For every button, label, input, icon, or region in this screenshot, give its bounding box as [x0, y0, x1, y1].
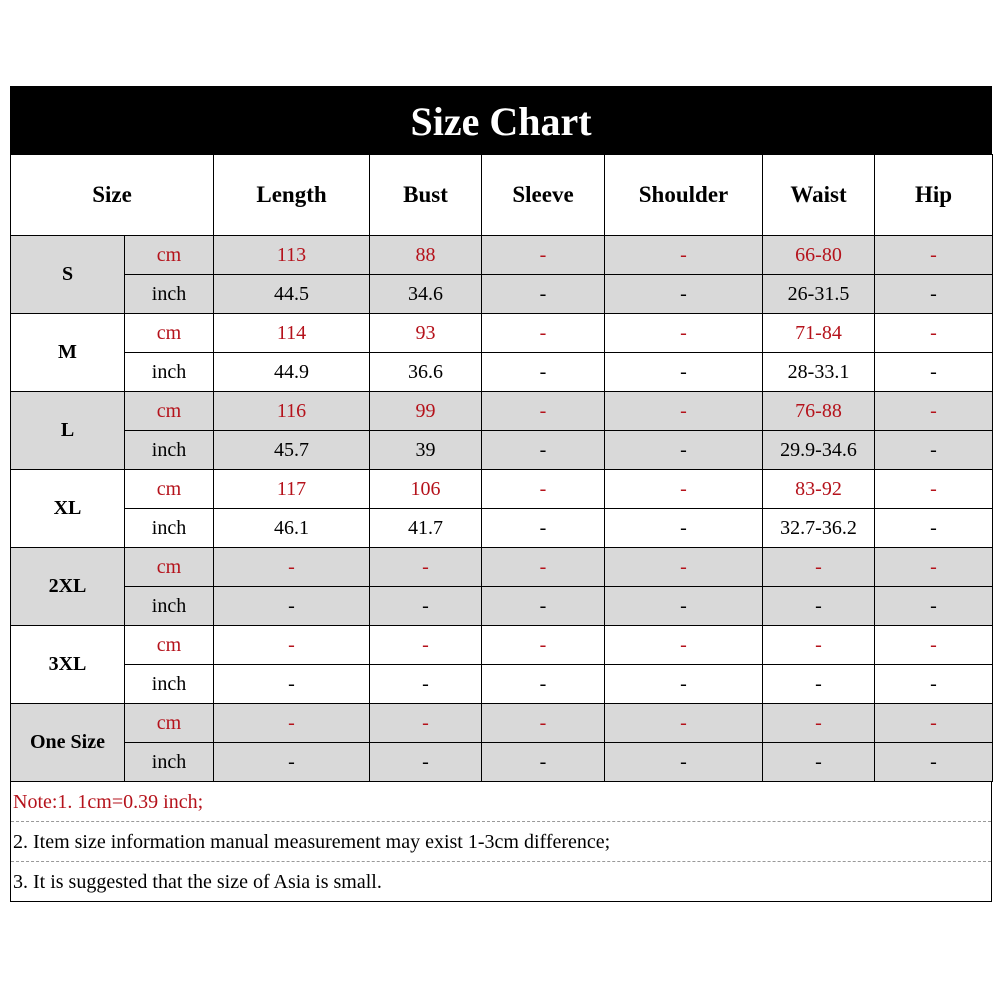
shoulder-value: -: [605, 509, 763, 548]
header-waist: Waist: [763, 155, 875, 236]
note-line: 3. It is suggested that the size of Asia is small.: [13, 871, 382, 893]
waist-value: 71-84: [763, 314, 875, 353]
waist-value: -: [763, 743, 875, 782]
bust-value: 88: [370, 236, 482, 275]
unit-label: inch: [125, 431, 214, 470]
unit-label: cm: [125, 314, 214, 353]
size-label: L: [11, 392, 125, 470]
header-bust: Bust: [370, 155, 482, 236]
bust-value: -: [370, 743, 482, 782]
length-value: 44.9: [214, 353, 370, 392]
size-label: M: [11, 314, 125, 392]
header-shoulder: Shoulder: [605, 155, 763, 236]
table-row: [11, 743, 993, 782]
size-label: 2XL: [11, 548, 125, 626]
bust-value: 99: [370, 392, 482, 431]
waist-value: -: [763, 665, 875, 704]
sleeve-value: -: [482, 665, 605, 704]
shoulder-value: -: [605, 275, 763, 314]
hip-value: -: [875, 743, 993, 782]
hip-value: -: [875, 470, 993, 509]
unit-label: inch: [125, 743, 214, 782]
hip-value: -: [875, 236, 993, 275]
waist-value: -: [763, 704, 875, 743]
hip-value: -: [875, 587, 993, 626]
length-value: 46.1: [214, 509, 370, 548]
length-value: -: [214, 626, 370, 665]
hip-value: -: [875, 665, 993, 704]
hip-value: -: [875, 275, 993, 314]
shoulder-value: -: [605, 587, 763, 626]
unit-label: inch: [125, 353, 214, 392]
table-row: [11, 392, 993, 431]
bust-value: 93: [370, 314, 482, 353]
length-value: 44.5: [214, 275, 370, 314]
unit-label: cm: [125, 392, 214, 431]
size-label: One Size: [11, 704, 125, 782]
waist-value: 83-92: [763, 470, 875, 509]
length-value: 114: [214, 314, 370, 353]
header-hip: Hip: [875, 155, 993, 236]
shoulder-value: -: [605, 743, 763, 782]
hip-value: -: [875, 431, 993, 470]
sleeve-value: -: [482, 704, 605, 743]
table-row: [11, 353, 993, 392]
bust-value: 39: [370, 431, 482, 470]
header-sleeve: Sleeve: [482, 155, 605, 236]
table-row: [11, 548, 993, 587]
hip-value: -: [875, 392, 993, 431]
sleeve-value: -: [482, 470, 605, 509]
length-value: -: [214, 704, 370, 743]
length-value: -: [214, 665, 370, 704]
waist-value: -: [763, 626, 875, 665]
sleeve-value: -: [482, 743, 605, 782]
shoulder-value: -: [605, 431, 763, 470]
table-row: [11, 587, 993, 626]
bust-value: 41.7: [370, 509, 482, 548]
header-row: [11, 155, 993, 236]
shoulder-value: -: [605, 353, 763, 392]
table-row: [11, 665, 993, 704]
length-value: -: [214, 743, 370, 782]
unit-label: inch: [125, 275, 214, 314]
shoulder-value: -: [605, 626, 763, 665]
shoulder-value: -: [605, 314, 763, 353]
bust-value: -: [370, 704, 482, 743]
waist-value: 76-88: [763, 392, 875, 431]
waist-value: 26-31.5: [763, 275, 875, 314]
sleeve-value: -: [482, 392, 605, 431]
unit-label: inch: [125, 509, 214, 548]
size-table: [10, 154, 993, 782]
bust-value: 36.6: [370, 353, 482, 392]
length-value: 45.7: [214, 431, 370, 470]
hip-value: -: [875, 704, 993, 743]
shoulder-value: -: [605, 704, 763, 743]
size-label: XL: [11, 470, 125, 548]
waist-value: 66-80: [763, 236, 875, 275]
size-label: S: [11, 236, 125, 314]
sleeve-value: -: [482, 431, 605, 470]
length-value: 113: [214, 236, 370, 275]
hip-value: -: [875, 509, 993, 548]
waist-value: -: [763, 587, 875, 626]
unit-label: cm: [125, 236, 214, 275]
bust-value: -: [370, 626, 482, 665]
unit-label: cm: [125, 470, 214, 509]
bust-value: -: [370, 587, 482, 626]
bust-value: -: [370, 665, 482, 704]
waist-value: 32.7-36.2: [763, 509, 875, 548]
hip-value: -: [875, 548, 993, 587]
size-label: 3XL: [11, 626, 125, 704]
waist-value: 28-33.1: [763, 353, 875, 392]
bust-value: -: [370, 548, 482, 587]
header-size: Size: [11, 155, 214, 236]
sleeve-value: -: [482, 548, 605, 587]
table-row: [11, 704, 993, 743]
unit-label: inch: [125, 587, 214, 626]
bust-value: 106: [370, 470, 482, 509]
table-row: [11, 626, 993, 665]
unit-label: cm: [125, 626, 214, 665]
shoulder-value: -: [605, 236, 763, 275]
waist-value: 29.9-34.6: [763, 431, 875, 470]
note-line: Note:1. 1cm=0.39 inch;: [11, 782, 991, 822]
notes-section: [10, 782, 992, 902]
shoulder-value: -: [605, 392, 763, 431]
length-value: -: [214, 587, 370, 626]
table-row: [11, 275, 993, 314]
sleeve-value: -: [482, 275, 605, 314]
length-value: -: [214, 548, 370, 587]
hip-value: -: [875, 626, 993, 665]
sleeve-value: -: [482, 314, 605, 353]
hip-value: -: [875, 314, 993, 353]
note-line: 2. Item size information manual measurement may exist 1-3cm difference;: [11, 822, 991, 862]
length-value: 117: [214, 470, 370, 509]
waist-value: -: [763, 548, 875, 587]
chart-title: Size Chart: [10, 86, 992, 154]
sleeve-value: -: [482, 509, 605, 548]
sleeve-value: -: [482, 587, 605, 626]
shoulder-value: -: [605, 548, 763, 587]
table-row: [11, 314, 993, 353]
unit-label: cm: [125, 548, 214, 587]
bust-value: 34.6: [370, 275, 482, 314]
sleeve-value: -: [482, 353, 605, 392]
unit-label: cm: [125, 704, 214, 743]
header-length: Length: [214, 155, 370, 236]
table-row: [11, 509, 993, 548]
hip-value: -: [875, 353, 993, 392]
shoulder-value: -: [605, 665, 763, 704]
shoulder-value: -: [605, 470, 763, 509]
unit-label: inch: [125, 665, 214, 704]
table-row: [11, 470, 993, 509]
table-row: [11, 431, 993, 470]
table-row: [11, 236, 993, 275]
sleeve-value: -: [482, 236, 605, 275]
length-value: 116: [214, 392, 370, 431]
sleeve-value: -: [482, 626, 605, 665]
